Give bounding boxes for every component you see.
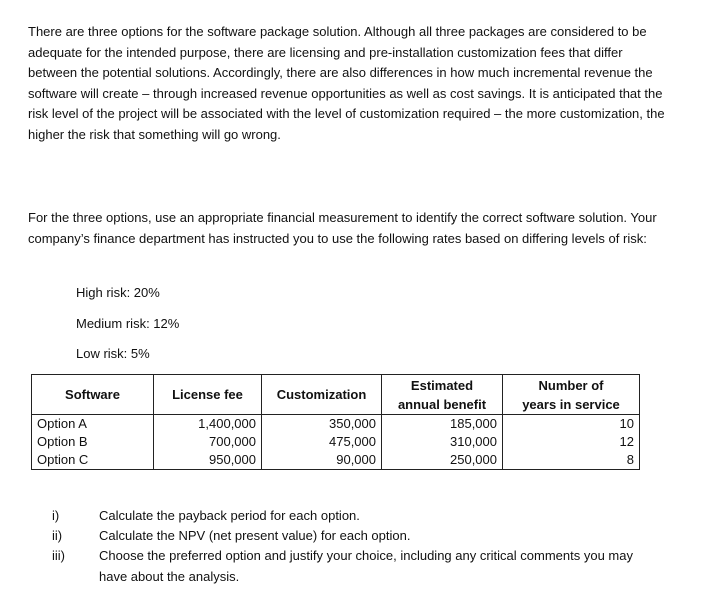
table-header-row [32,375,640,415]
header-customization: Customization [262,375,382,415]
cell-software: Option A [32,415,154,434]
question-number: ii) [52,528,63,543]
header-license-fee: License fee [154,375,262,415]
header-software: Software [32,375,154,415]
table-row [32,415,640,434]
question-text: Calculate the payback period for each option. [99,508,360,523]
cell-annual-benefit: 250,000 [382,451,503,470]
question-text: Choose the preferred option and justify your choice, including any critical comments you may have about the analysis. [99,548,633,584]
rate-high-risk: High risk: 20% [76,285,160,300]
cell-years: 10 [503,415,640,434]
cell-annual-benefit: 310,000 [382,433,503,451]
cell-customization: 475,000 [262,433,382,451]
software-options-table [31,374,640,470]
header-annual-benefit-line1: Estimated [410,377,474,393]
question-number: i) [52,508,60,523]
header-years-line1: Number of [538,377,604,393]
cell-license-fee: 700,000 [154,433,262,451]
question-text: Calculate the NPV (net present value) for each option. [99,528,411,543]
question-number: iii) [52,548,65,563]
cell-customization: 90,000 [262,451,382,470]
instruction-paragraph: For the three options, use an appropriate financial measurement to identify the correct software solution. Your company’s finance department has instructed you to use the following rates based on differing levels of risk: [28,210,657,246]
cell-customization: 350,000 [262,415,382,434]
header-years-in-service [503,375,640,415]
intro-paragraph: There are three options for the software package solution. Although all three packages are considered to be adequate for the intended purpose, there are licensing and pre-installation customization fees that differ between the potential solutions. Accordingly, there are also differences in how much incremental revenue the software will create – through increased revenue opportunities as well as cost savings. It is anticipated that the risk level of the project will be associated with the level of customization required – the more customization, the higher the risk that something will go wrong. [28,24,665,142]
cell-years: 8 [503,451,640,470]
header-annual-benefit-line2: annual benefit [397,396,487,412]
cell-years: 12 [503,433,640,451]
cell-software: Option C [32,451,154,470]
cell-annual-benefit: 185,000 [382,415,503,434]
table-row [32,451,640,470]
header-years-line2: years in service [522,396,620,412]
rate-medium-risk: Medium risk: 12% [76,316,180,331]
header-annual-benefit [382,375,503,415]
cell-license-fee: 1,400,000 [154,415,262,434]
rate-low-risk: Low risk: 5% [76,346,150,361]
cell-license-fee: 950,000 [154,451,262,470]
cell-software: Option B [32,433,154,451]
table-row [32,433,640,451]
